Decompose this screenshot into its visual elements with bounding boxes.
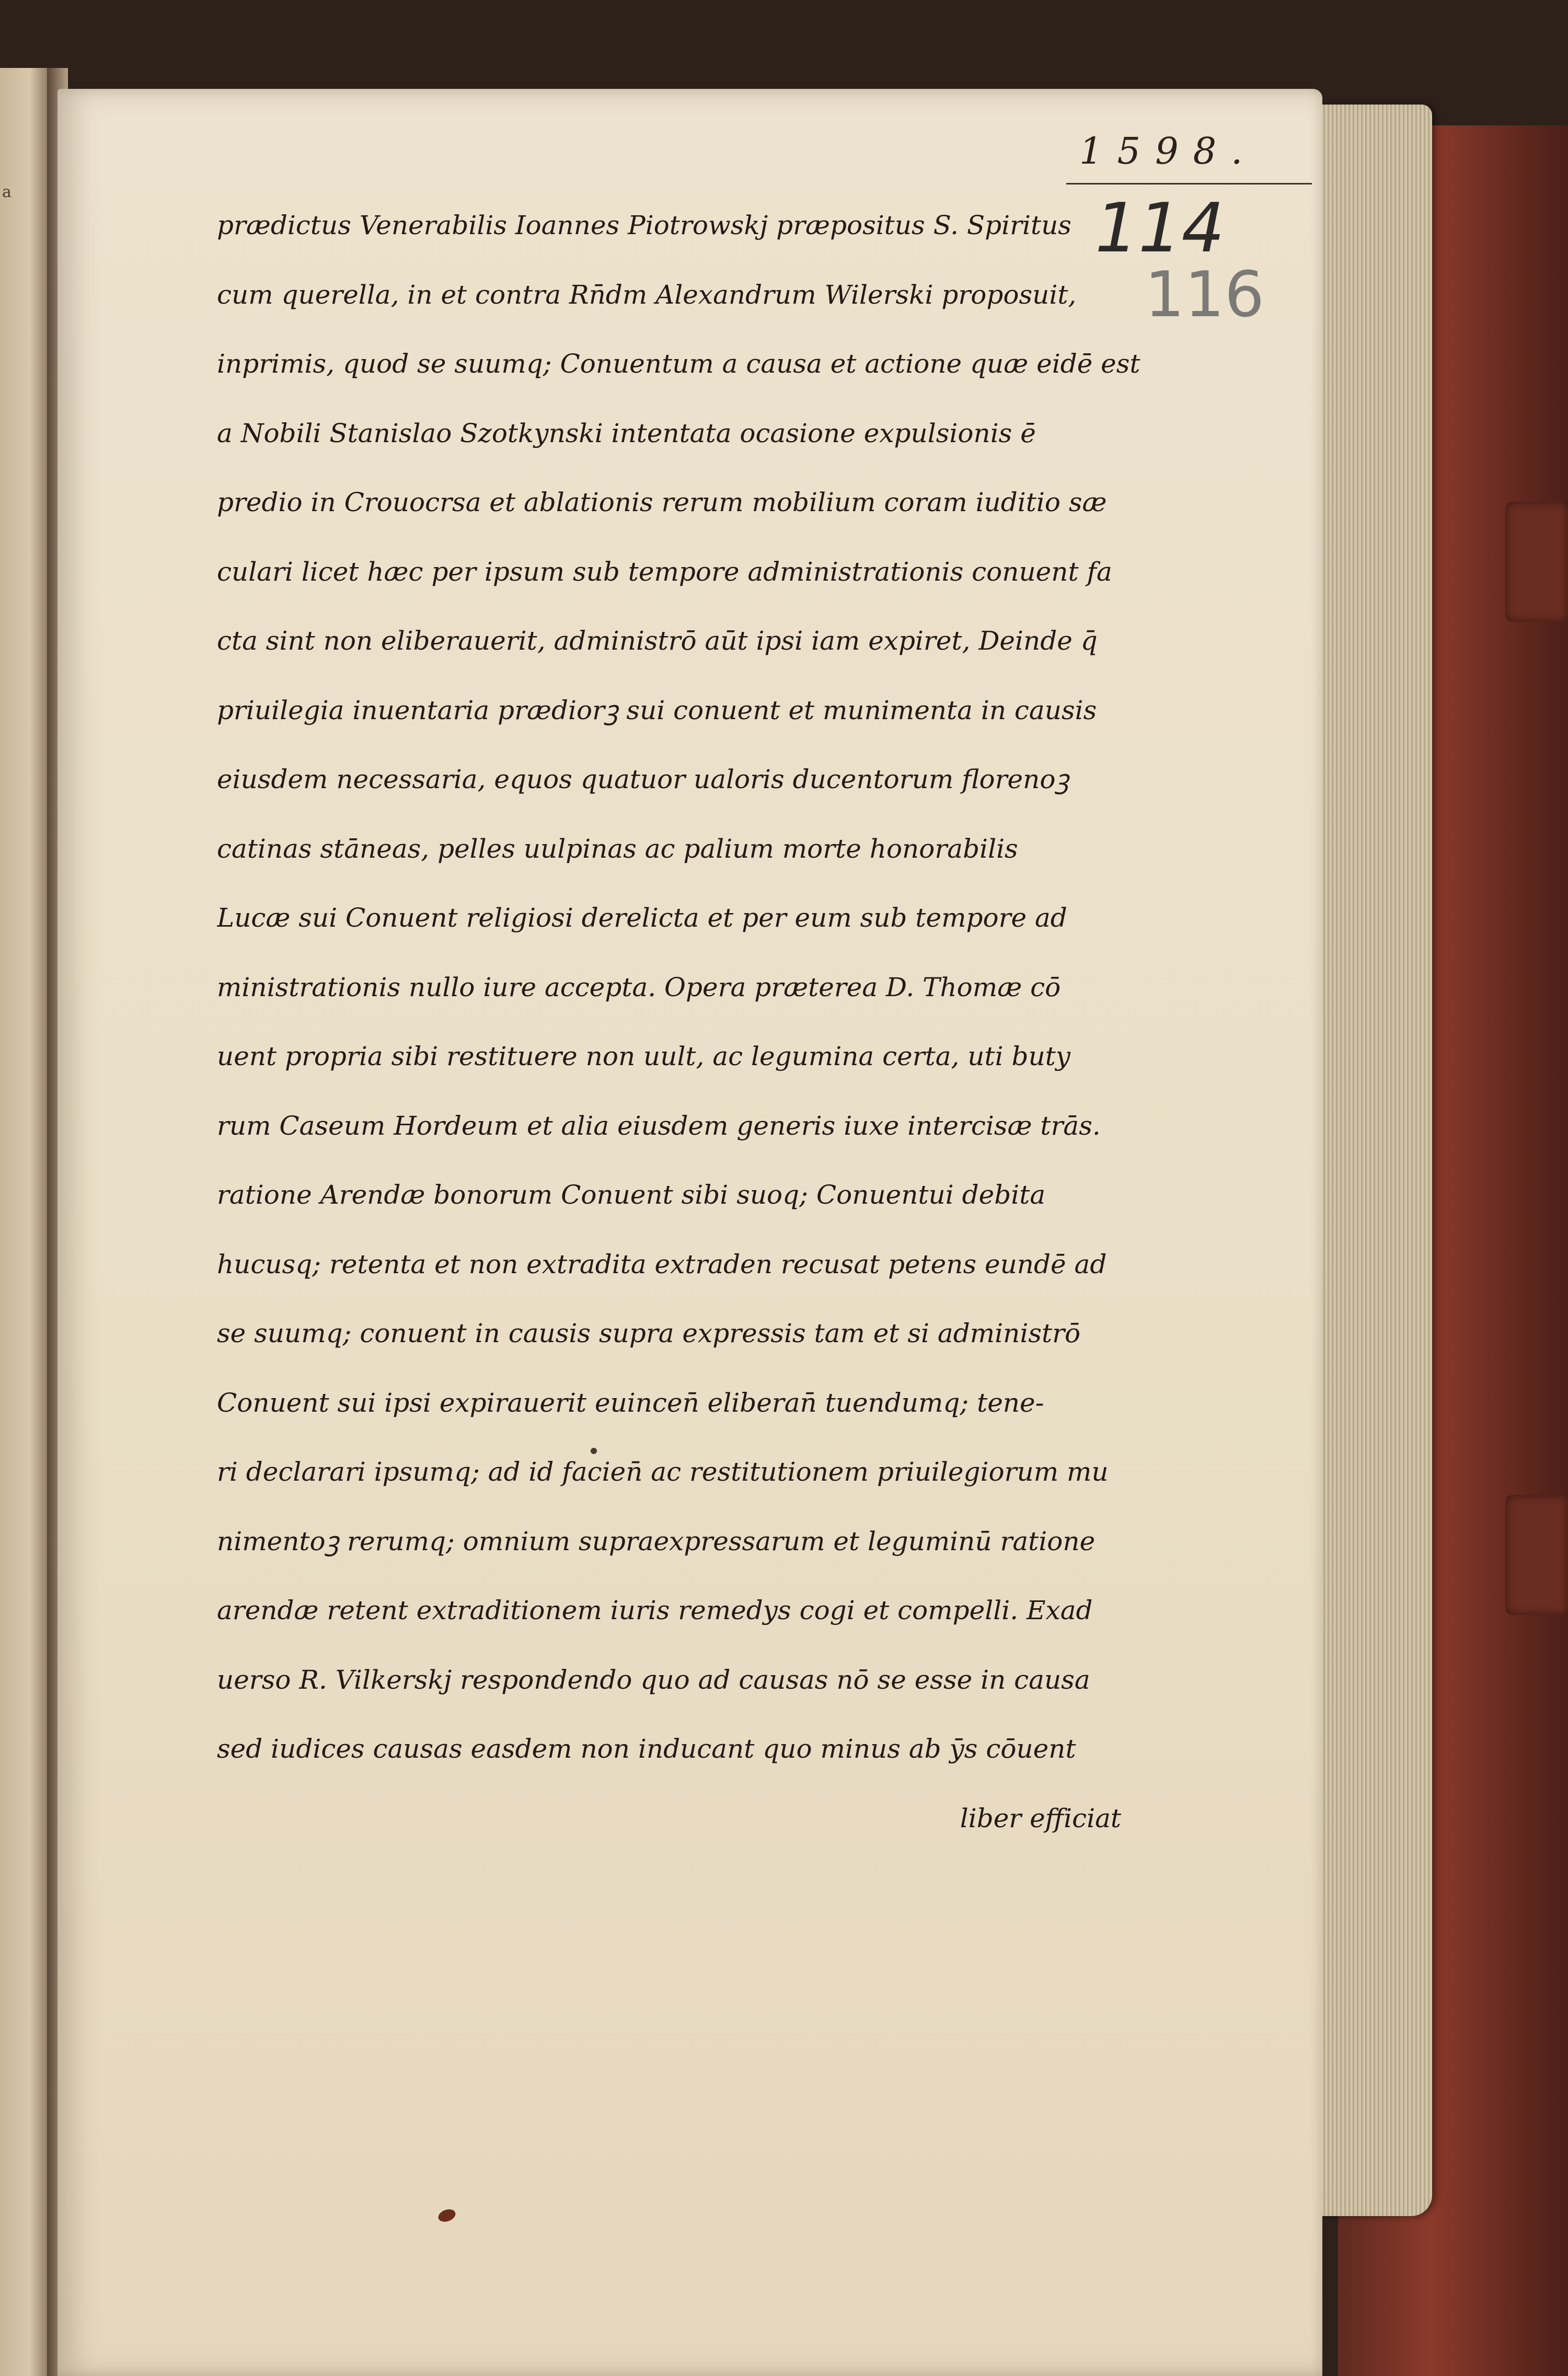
text-line: uent propria sibi restituere non uult, ac legumina certa, uti buty	[217, 1041, 1071, 1071]
text-line: priuilegia inuentaria prædiorꝫ sui conuent et munimenta in causis	[217, 695, 1097, 725]
text-line-catchword: liber efficiat	[960, 1803, 1121, 1833]
text-line: inprimis, quod se suumq; Conuentum a causa et actione quæ eidē est	[217, 349, 1140, 379]
text-line: nimentoꝫ rerumq; omnium supraexpressarum et leguminū ratione	[217, 1526, 1096, 1556]
text-line: ministrationis nullo iure accepta. Opera præterea D. Thomæ cō	[217, 972, 1061, 1002]
text-line: rum Caseum Hordeum et alia eiusdem generis iuxe intercisæ trās.	[217, 1110, 1101, 1141]
text-line: predio in Crouocrsa et ablationis rerum mobilium coram iuditio sæ	[217, 487, 1107, 517]
text-line: arendæ retent extraditionem iuris remedys cogi et compelli. Exad	[217, 1595, 1093, 1625]
text-line: hucusq; retenta et non extradita extraden recusat petens eundē ad	[217, 1249, 1107, 1279]
text-line: cum querella, in et contra Rn̄dm Alexandrum Wilerski proposuit,	[217, 279, 1077, 310]
text-line: uerso R. Vilkerskj respondendo quo ad causas nō se esse in causa	[217, 1664, 1090, 1695]
left-page-fragment: a	[2, 183, 11, 201]
text-line: Conuent sui ipsi expirauerit euincen̄ eliberan̄ tuendumq; tene-	[217, 1387, 1044, 1418]
page-number-pencil: 116	[1145, 259, 1265, 331]
binding-strap	[1505, 502, 1568, 622]
text-line: catinas stāneas, pelles uulpinas ac palium morte honorabilis	[217, 833, 1018, 864]
text-line: Lucæ sui Conuent religiosi derelicta et per eum sub tempore ad	[217, 903, 1067, 933]
manuscript-text	[217, 191, 1152, 1853]
text-line: sed iudices causas easdem non inducant quo minus ab ȳs cōuent	[217, 1734, 1076, 1764]
text-line: se suumq; conuent in causis supra expressis tam et si administrō	[217, 1318, 1081, 1348]
text-line: ri declarari ipsumq; ad id facien̄ ac restitutionem priuilegiorum mu	[217, 1457, 1109, 1487]
folio-rule	[1066, 183, 1312, 184]
ink-mark	[591, 1448, 597, 1454]
binding-strap	[1505, 1495, 1568, 1615]
page-number-ink: 114	[1095, 188, 1225, 268]
text-line: eiusdem necessaria, equos quatuor ualoris ducentorum florenoꝫ	[217, 764, 1069, 794]
text-line: ratione Arendæ bonorum Conuent sibi suoq; Conuentui debita	[217, 1180, 1046, 1210]
text-line: culari licet hæc per ipsum sub tempore administrationis conuent fa	[217, 556, 1112, 587]
text-line: cta sint non eliberauerit, administrō aūt ipsi iam expiret, Deinde q̄	[217, 626, 1098, 656]
text-line: prædictus Venerabilis Ioannes Piotrowskj præpositus S. Spiritus	[217, 210, 1071, 240]
folio-number: 1598.	[1079, 130, 1258, 172]
left-page-edge	[0, 68, 50, 2376]
text-line: a Nobili Stanislao Szotkynski intentata ocasione expulsionis ē	[217, 418, 1036, 448]
